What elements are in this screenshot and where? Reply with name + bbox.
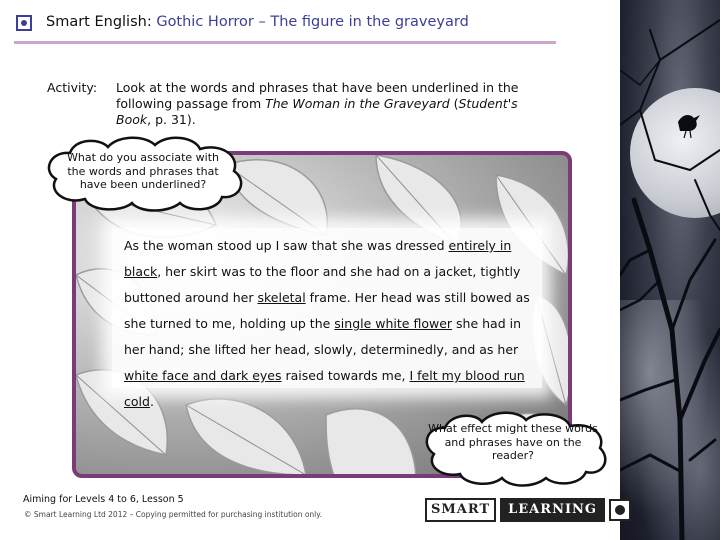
book-reference: Student's Book [116,96,518,127]
activity-label: Activity: [47,80,98,95]
passage-text [124,233,544,415]
underlined-phrase: white face and dark eyes [124,368,282,383]
activity-text [116,80,556,128]
lesson-level-label: Aiming for Levels 4 to 6, Lesson 5 [23,494,184,505]
passage-segment: raised towards me, [281,368,410,383]
passage-segment: frame. Her head was still bowed as she turned to me, holding up the [124,290,530,331]
header-divider [14,41,556,44]
tree-image [620,0,720,540]
activity-text-part: Look at the words and phrases that have been underlined in the following passage from [116,80,519,111]
passage-segment: she had in her hand; she lifted her head, slowly, determinedly, and as her [124,316,522,357]
thought-cloud-bottom-text: What effect might these words and phrases have on the reader? [428,422,598,462]
underlined-phrase: I felt my blood run cold [124,368,525,409]
topic-label: Gothic Horror – The figure in the graveyard [156,14,469,30]
underlined-phrase: skeletal [257,290,306,305]
activity-text-part: ( [449,96,459,111]
brand-label: Smart English: [46,14,152,30]
book-title: The Woman in the Graveyard [265,96,450,111]
underlined-phrase: single white flower [334,316,453,331]
logo-learning: LEARNING [500,498,605,522]
passage-segment: As the woman stood up I saw that she was dressed [124,238,449,253]
underlined-phrase: entirely in black [124,238,512,279]
copyright-notice: © Smart Learning Ltd 2012 – Copying permitted for purchasing institution only. [24,510,323,519]
activity-text-part: , p. 31). [147,112,196,127]
passage-segment: . [149,394,154,409]
logo-dot-icon [609,499,631,521]
passage-segment: , her skirt was to the floor and she had on a jacket, tightly buttoned around her [124,264,521,305]
crow-image [678,115,700,138]
smart-learning-logo [425,498,631,522]
page-title [46,14,469,30]
logo-smart: SMART [425,498,496,522]
header-logo-icon [16,15,32,31]
thought-cloud-top-text: What do you associate with the words and phrases that have been underlined? [66,151,219,191]
